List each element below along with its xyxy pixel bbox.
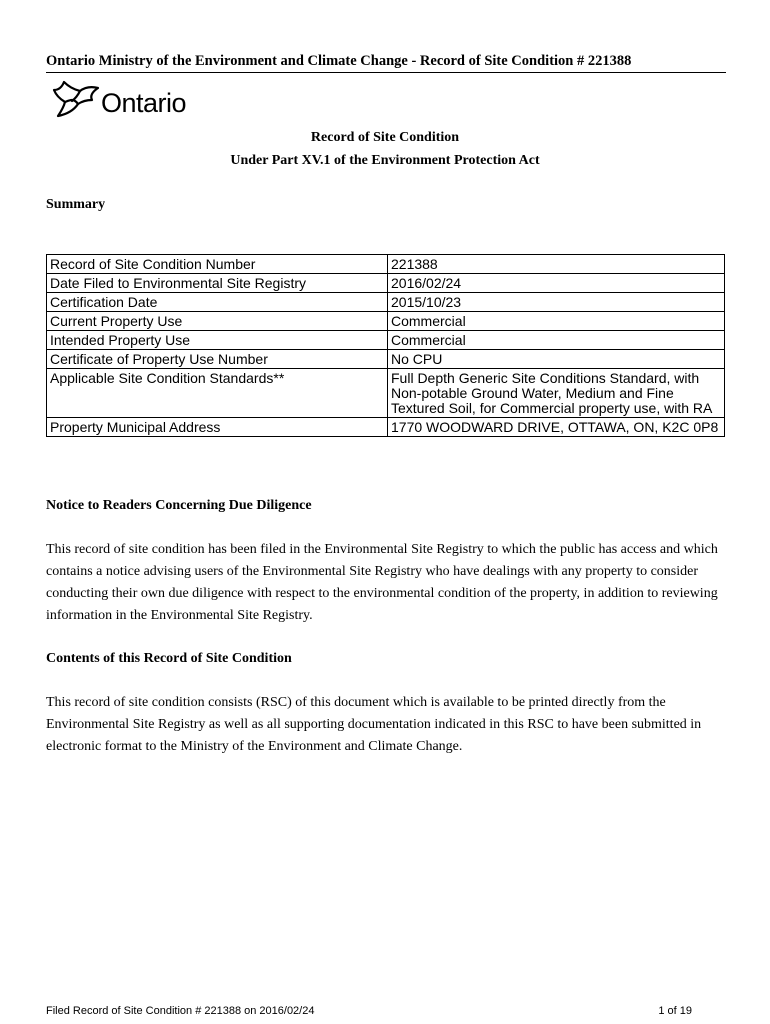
- row-value: 1770 WOODWARD DRIVE, OTTAWA, ON, K2C 0P8: [388, 418, 725, 437]
- row-label: Applicable Site Condition Standards**: [47, 369, 388, 418]
- document-title: Record of Site Condition: [310, 130, 460, 145]
- row-label: Certification Date: [47, 293, 388, 312]
- table-row: [47, 255, 725, 274]
- row-label: Property Municipal Address: [47, 418, 388, 437]
- running-header: Ontario Ministry of the Environment and Climate Change - Record of Site Condition # 221388: [46, 53, 726, 73]
- table-row: [47, 369, 725, 418]
- row-value: Full Depth Generic Site Conditions Standard, with Non-potable Ground Water, Medium and Fine Textured Soil, for Commercial property use, with RA: [388, 369, 725, 418]
- table-row: [47, 274, 725, 293]
- document-subtitle: Under Part XV.1 of the Environment Protection Act: [230, 153, 540, 168]
- row-value: No CPU: [388, 350, 725, 369]
- row-label: Certificate of Property Use Number: [47, 350, 388, 369]
- row-value: Commercial: [388, 312, 725, 331]
- table-row: [47, 312, 725, 331]
- contents-paragraph: This record of site condition consists (RSC) of this document which is available to be printed directly from the Environmental Site Registry as well as all supporting documentation indicated in this RSC to have been submitted in electronic format to the Ministry of the Environment and Climate Change.: [46, 695, 702, 754]
- row-label: Date Filed to Environmental Site Registry: [47, 274, 388, 293]
- row-value: 2015/10/23: [388, 293, 725, 312]
- row-value: 221388: [388, 255, 725, 274]
- ontario-wordmark: Ontario: [101, 88, 187, 118]
- notice-heading: Notice to Readers Concerning Due Diligence: [46, 498, 312, 513]
- contents-heading: Contents of this Record of Site Condition: [46, 651, 292, 666]
- footer-filed-note: Filed Record of Site Condition # 221388 on 2016/02/24: [46, 1005, 315, 1017]
- summary-table: [46, 254, 725, 437]
- row-label: Intended Property Use: [47, 331, 388, 350]
- table-row: [47, 293, 725, 312]
- notice-paragraph: This record of site condition has been filed in the Environmental Site Registry to which the public has access and which contains a notice advising users of the Environmental Site Registry who have dealings with any property to consider conducting their own due diligence with respect to the environmental condition of the property, in addition to reviewing information in the Environmental Site Registry.: [46, 542, 718, 623]
- row-label: Record of Site Condition Number: [47, 255, 388, 274]
- row-value: 2016/02/24: [388, 274, 725, 293]
- table-row: [47, 350, 725, 369]
- summary-heading: Summary: [46, 197, 106, 212]
- row-label: Current Property Use: [47, 312, 388, 331]
- table-row: [47, 418, 725, 437]
- page-number: 1 of 19: [658, 1005, 692, 1017]
- table-row: [47, 331, 725, 350]
- row-value: Commercial: [388, 331, 725, 350]
